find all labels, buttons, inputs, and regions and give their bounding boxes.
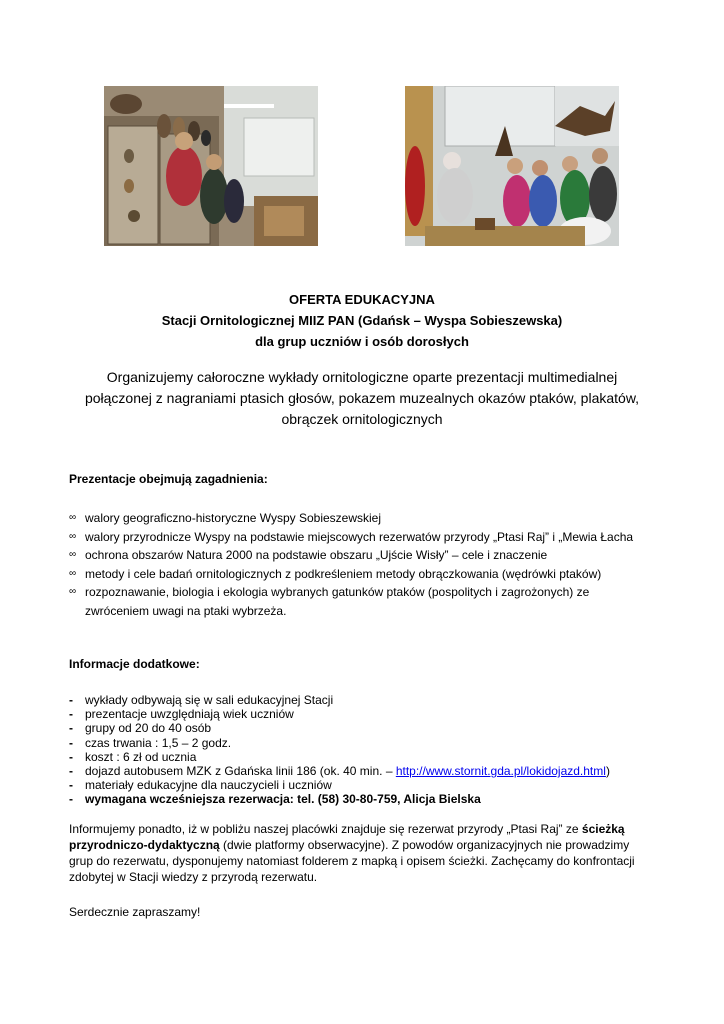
workshop-photo [405, 86, 619, 246]
list-item: ∞ walory przyrodnicze Wyspy na podstawie miejscowych rezerwatów przyrody „Ptasi Raj” i „Mewia Łacha [69, 528, 649, 547]
dash-bullet: - [69, 735, 73, 750]
info-heading: Informacje dodatkowe: [69, 657, 200, 671]
dash-bullet: - [69, 693, 73, 707]
list-item-transport: - dojazd autobusem MZK z Gdańska linii 186 (ok. 40 min. – http://www.stornit.gda.pl/lokidojazd.html) [69, 764, 610, 779]
closing-line: Serdecznie zapraszamy! [69, 905, 201, 919]
dash-bullet: - [69, 764, 73, 779]
dash-bullet: - [69, 792, 73, 807]
nature-trail-emphasis: ścieżką przyrodniczo-dydaktyczną [69, 822, 625, 852]
list-item: ∞ rozpoznawanie, biologia i ekologia wybranych gatunków ptaków (pospolitych i zagrożonych) ze zwróceniem uwagi na ptaki wybrzeża. [69, 585, 590, 618]
infinity-bullet-icon: ∞ [69, 512, 77, 523]
offer-title: OFERTA EDUKACYJNA [289, 292, 435, 307]
list-item: ∞ ochrona obszarów Natura 2000 na podstawie obszaru „Ujście Wisły” – cele i znaczenie [69, 546, 649, 565]
infinity-bullet-icon: ∞ [69, 586, 77, 597]
intro-line-3: obrączek ornitologicznych [281, 411, 443, 427]
list-item: - materiały edukacyjne dla nauczycieli i uczniów [69, 778, 332, 793]
list-item-reservation: - wymagana wcześniejsza rezerwacja: tel. (58) 30-80-759, Alicja Bielska [69, 792, 481, 807]
infinity-bullet-icon: ∞ [69, 530, 77, 542]
list-item: - prezentacje uwzględniają wiek uczniów [69, 707, 294, 722]
topics-list [69, 509, 649, 620]
list-item: - koszt : 6 zł od ucznia [69, 749, 197, 764]
intro-paragraph [60, 367, 664, 430]
dash-bullet: - [69, 778, 73, 793]
intro-line-2: połączonej z nagraniami ptasich głosów, pokazem muzealnych okazów ptaków, plakatów, [84, 390, 640, 406]
audience-line: dla grup uczniów i osób dorosłych [255, 334, 469, 349]
info-list [69, 693, 649, 807]
list-item: ∞ metody i cele badań ornitologicznych z podkreśleniem metody obrączkowania (wędrówki ptaków) [69, 565, 649, 584]
intro-line-1: Organizujemy całoroczne wykłady ornitologiczne oparte prezentacji multimedialnej [106, 369, 618, 385]
list-item: ∞ walory geograficzno-historyczne Wyspy Sobieszewskiej [69, 509, 649, 528]
reserve-paragraph: Informujemy ponadto, iż w pobliżu naszej placówki znajduje się rezerwat przyrody „Ptasi Raj” ze ścieżką przyrodniczo-dydaktyczną (dwie platformy obserwacyjne). Z powodów organizacyjnych nie prowadzimy grup do rezerwatu, dysponujemy natomiast folderem z mapką i opisem ścieżki. Zachęcamy do konfrontacji zdobytej w Stacji wiedzy z przyrodą rezerwatu. [69, 822, 635, 884]
dash-bullet: - [69, 721, 73, 736]
dash-bullet: - [69, 707, 73, 722]
station-name: Stacji Ornitologicznej MIIZ PAN (Gdańsk – Wyspa Sobieszewska) [161, 313, 563, 328]
presentations-heading: Prezentacje obejmują zagadnienia: [69, 472, 268, 486]
list-item: - czas trwania : 1,5 – 2 godz. [69, 735, 232, 750]
list-item: - wykłady odbywają się w sali edukacyjnej Stacji [69, 693, 334, 707]
bird-collection-photo [104, 86, 318, 246]
directions-link[interactable]: http://www.stornit.gda.pl/lokidojazd.html [395, 764, 606, 779]
dash-bullet: - [69, 749, 73, 764]
infinity-bullet-icon: ∞ [69, 567, 77, 579]
infinity-bullet-icon: ∞ [69, 549, 77, 560]
list-item: - grupy od 20 do 40 osób [69, 721, 212, 736]
